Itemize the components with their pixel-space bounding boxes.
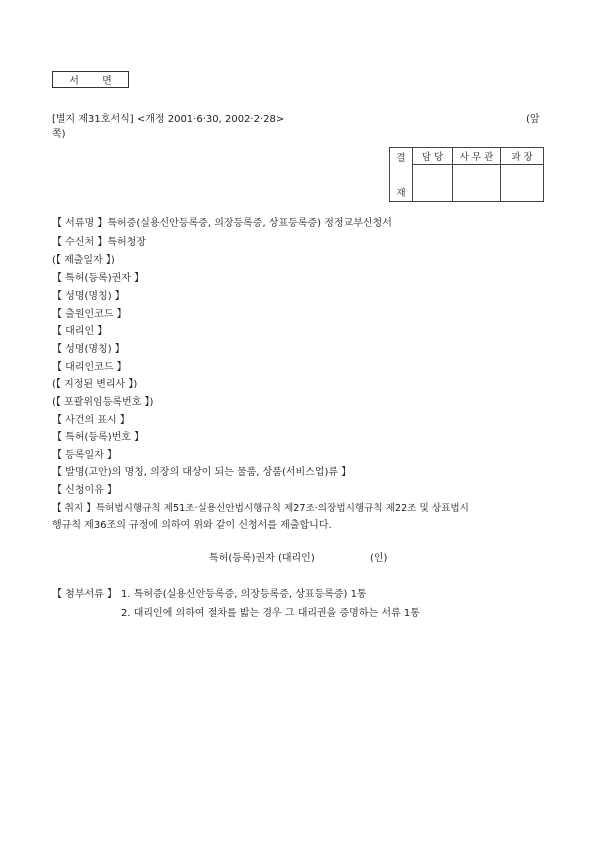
document-type-label: 서 면 <box>69 76 122 87</box>
field-recipient: 【 수신처 】특허청장 <box>52 237 146 248</box>
field-designated-attorney: (【 지정된 변리사 】) <box>52 379 138 390</box>
field-application-reason: 【 신청이유 】 <box>52 485 117 496</box>
field-invention-title: 【 발명(고안)의 명칭, 의장의 대상이 되는 물품, 상품(서비스업)류 】 <box>52 467 352 478</box>
purpose-line-2: 행규칙 제36조의 규정에 의하여 위와 같이 신청서를 제출합니다. <box>52 520 332 531</box>
page-side-label: (앞 <box>526 114 540 125</box>
purpose-line-1: 【 취지 】특허법시행규칙 제51조·실용신안법시행규칙 제27조·의장법시행규칙 제22조 및 상표법시 <box>52 503 469 514</box>
field-comprehensive-power-number: (【 포괄위임등록번호 】) <box>52 397 154 408</box>
approval-label-jae: 재 <box>396 188 406 199</box>
signature-label: 특허(등록)권자 (대리인) <box>209 553 315 564</box>
approval-table <box>389 147 544 202</box>
attachment-item: 2. 대리인에 의하여 절차를 밟는 경우 그 대리권을 증명하는 서류 1통 <box>121 608 420 619</box>
approval-col-header: 담 당 <box>413 148 453 165</box>
approval-sign-cell[interactable] <box>453 164 501 201</box>
attachments-label: 【 첨부서류 】 <box>52 589 117 600</box>
approval-sign-cell[interactable] <box>501 164 544 201</box>
approval-col-header: 사 무 관 <box>453 148 501 165</box>
document-type-box <box>52 71 129 88</box>
field-applicant-code: 【 출원인코드 】 <box>52 309 127 320</box>
approval-col-header: 과 장 <box>501 148 544 165</box>
form-reference: [별지 제31호서식] <개정 2001·6·30, 2002·2·28> <box>52 114 285 125</box>
field-agent-code: 【 대리인코드 】 <box>52 362 127 373</box>
attachment-item: 1. 특허증(실용신안등록증, 의장등록증, 상표등록증) 1통 <box>121 589 367 600</box>
field-holder-name: 【 성명(명칭) 】 <box>52 291 125 302</box>
field-registration-number: 【 특허(등록)번호 】 <box>52 432 145 443</box>
field-patent-holder: 【 특허(등록)권자 】 <box>52 273 145 284</box>
field-submission-date: (【 제출일자 】) <box>52 255 115 266</box>
field-agent-name: 【 성명(명칭) 】 <box>52 344 125 355</box>
approval-sign-cell[interactable] <box>413 164 453 201</box>
field-case-indication: 【 사건의 표시 】 <box>52 415 130 426</box>
approval-label-cell <box>390 148 413 202</box>
seal-mark[interactable]: (인) <box>370 553 388 564</box>
field-agent: 【 대리인 】 <box>52 326 108 337</box>
approval-label-gyeol: 결 <box>396 153 406 164</box>
page-side-label-cont: 쪽) <box>52 129 66 140</box>
field-registration-date: 【 등록일자 】 <box>52 450 117 461</box>
field-document-name: 【 서류명 】특허증(실용신안등록증, 의장등록증, 상표등록증) 정정교부신청서 <box>52 218 392 229</box>
